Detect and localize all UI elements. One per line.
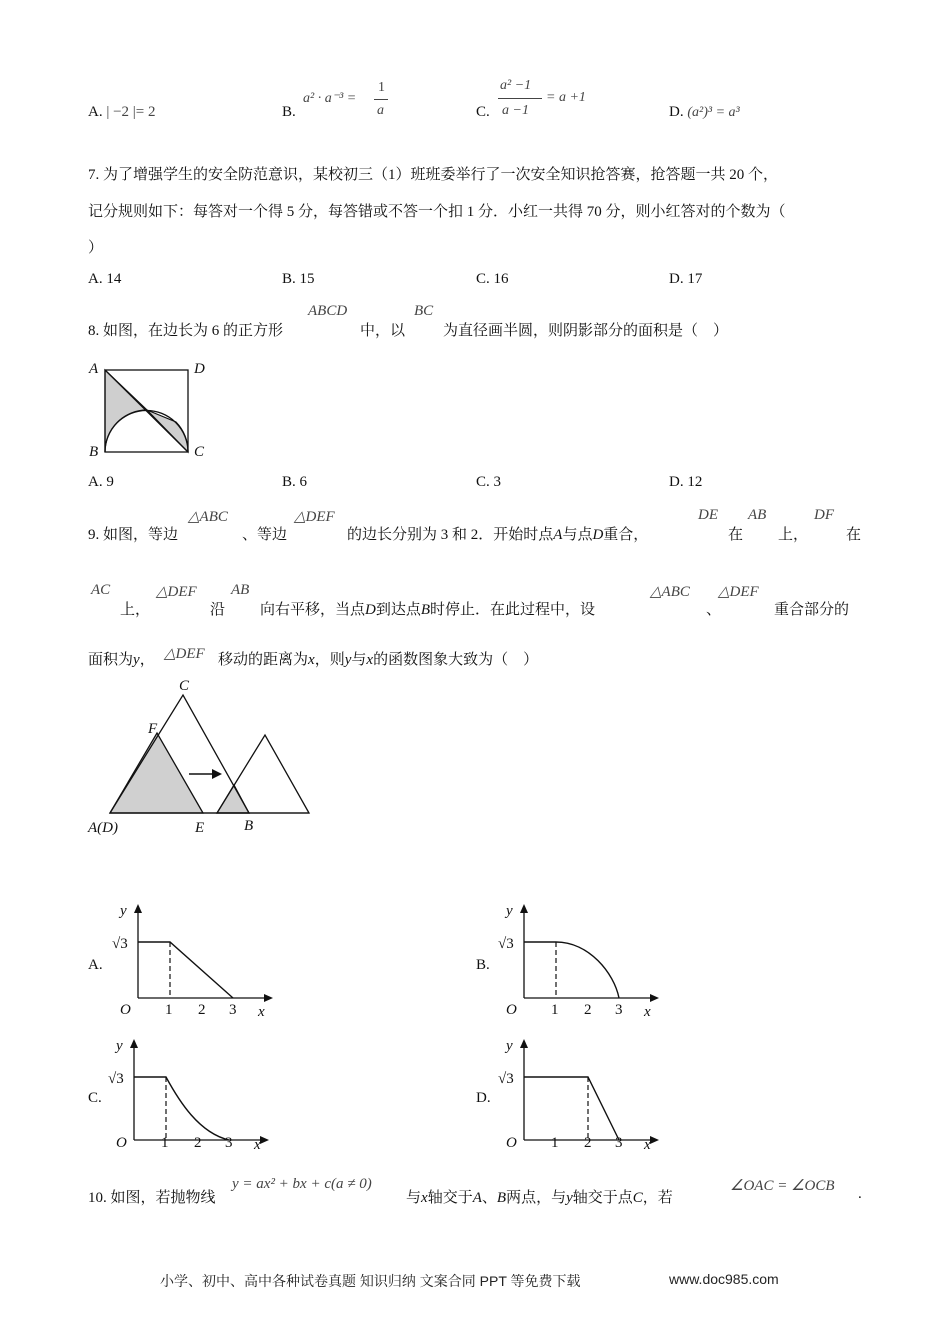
q9-graph-d <box>494 1033 664 1153</box>
x-axis-arrow <box>650 994 659 1002</box>
q7-option-c: C. 16 <box>476 271 509 287</box>
tick-3: 3 <box>615 1002 623 1018</box>
q9-triangles-figure <box>84 675 324 840</box>
q10-mid-text: 与x轴交于A、B两点，与y轴交于点C，若 <box>406 1190 673 1206</box>
q9-graph-b <box>494 898 664 1018</box>
q8-label-a: A <box>89 361 99 377</box>
origin-label: O <box>120 1002 131 1018</box>
q6-option-b-numerator: 1 <box>378 80 385 95</box>
q9-l2-m1: AC <box>91 582 111 598</box>
q6-option-b-fraction-bar <box>374 99 388 100</box>
q6-option-b-denominator: a <box>377 103 384 118</box>
tick-2: 2 <box>194 1135 202 1151</box>
q9-graph-c <box>104 1033 274 1153</box>
q9-l1-m3: DE <box>698 507 718 523</box>
x-label: x <box>644 1004 651 1020</box>
q9-label-f: F <box>148 721 158 737</box>
q6-option-d: D. (a²)³ = a³ <box>669 104 740 120</box>
q8-option-c: C. 3 <box>476 474 502 490</box>
q9-overlap-shaded <box>217 785 249 813</box>
q6-option-c-denominator: a −1 <box>502 103 529 118</box>
q9-graph-label-b: B. <box>476 957 490 973</box>
q7-option-b: B. 15 <box>282 271 315 287</box>
q8-math-abcd: ABCD <box>308 303 348 319</box>
x-axis-arrow <box>264 994 273 1002</box>
q9-l2-a: 上， <box>120 602 151 618</box>
q9-label-ad: A(D) <box>88 820 118 836</box>
q9-l2-c: 向右平移，当点D到达点B时停止．在此过程中，设 <box>260 602 596 618</box>
x-label: x <box>258 1004 265 1020</box>
q9-l1-c: 的边长分别为 3 和 2．开始时点A与点D重合， <box>347 527 649 543</box>
origin-label: O <box>116 1135 127 1151</box>
q9-label-c: C <box>179 678 190 694</box>
sqrt3-label: √3 <box>112 936 128 952</box>
q6-option-b: B. <box>282 104 296 120</box>
q6-option-c-fraction-bar <box>498 98 542 99</box>
q9-l3-m1: △DEF <box>164 646 205 662</box>
q9-l2-f: 、 <box>706 602 722 618</box>
q8-square-figure <box>80 355 220 465</box>
q8-label-c: C <box>194 444 205 460</box>
sqrt3-label: √3 <box>498 1071 514 1087</box>
curve <box>138 942 233 998</box>
q9-l2-m2: △DEF <box>156 584 197 600</box>
y-axis-arrow <box>520 1039 528 1048</box>
q9-l1-f: 在 <box>728 527 744 543</box>
q9-arrow-head <box>212 769 222 779</box>
q7-option-d: D. 17 <box>669 271 703 287</box>
q7-line-2: 记分规则如下：每答对一个得 5 分，每答错或不答一个扣 1 分．小红一共得 70 分，则小红答对的个数为（ <box>88 204 786 220</box>
tick-1: 1 <box>165 1002 173 1018</box>
x-label: x <box>254 1137 261 1153</box>
y-axis-arrow <box>520 904 528 913</box>
tick-1: 1 <box>161 1135 169 1151</box>
q9-l1-h: 在 <box>846 527 862 543</box>
curve <box>524 1077 619 1140</box>
q8-label-b: B <box>89 444 99 460</box>
q7-line-1: 7. 为了增强学生的安全防范意识，某校初三（1）班班委举行了一次安全知识抢答赛，抢答题一共 20 个， <box>88 167 779 183</box>
q6-option-c-rhs: = a +1 <box>546 90 586 105</box>
tick-1: 1 <box>551 1135 559 1151</box>
sqrt3-label: √3 <box>498 936 514 952</box>
q10-prefix: 10. 如图，若抛物线 <box>88 1190 216 1206</box>
x-axis-arrow <box>650 1136 659 1144</box>
q9-l1-b: 、等边 <box>242 527 288 543</box>
q7-line-3: ） <box>88 240 104 256</box>
q8-option-a: A. 9 <box>88 474 114 490</box>
q9-graph-label-c: C. <box>88 1090 102 1106</box>
q8-math-bc: BC <box>414 303 434 319</box>
q9-l3-c: 移动的距离为x，则y与x的函数图象大致为（ ） <box>218 652 539 668</box>
q9-l2-m5: △DEF <box>718 584 759 600</box>
q9-triangle-def-shaded <box>110 733 203 813</box>
q9-l1-m5: DF <box>814 507 834 523</box>
q8-option-d: D. 12 <box>669 474 703 490</box>
q8-option-b: B. 6 <box>282 474 308 490</box>
tick-2: 2 <box>584 1002 592 1018</box>
y-label: y <box>120 903 127 919</box>
q8-text-mid: 中，以 <box>360 323 406 339</box>
y-label: y <box>506 903 513 919</box>
q6-option-a: A. | −2 |= 2 <box>88 104 156 120</box>
q9-graph-label-d: D. <box>476 1090 491 1106</box>
q8-label-d: D <box>194 361 205 377</box>
q9-line-1: 9. 如图，等边 <box>88 527 179 543</box>
q6-option-c-numerator: a² −1 <box>500 78 532 93</box>
q9-label-b: B <box>244 818 254 834</box>
q8-text-prefix: 8. 如图，在边长为 6 的正方形 <box>88 323 284 339</box>
q9-l3-a: 面积为y， <box>88 652 155 668</box>
y-label: y <box>116 1038 123 1054</box>
origin-label: O <box>506 1002 517 1018</box>
q6-option-b-math: a² · a⁻³ = <box>303 91 357 106</box>
x-label: x <box>644 1137 651 1153</box>
q8-text-suffix: 为直径画半圆，则阴影部分的面积是（ ） <box>443 323 729 339</box>
footer-text: 小学、初中、高中各种试卷真题 知识归纳 文案合同 PPT 等免费下载 <box>160 1273 581 1289</box>
tick-3: 3 <box>225 1135 233 1151</box>
q7-option-a: A. 14 <box>88 271 122 287</box>
origin-label: O <box>506 1135 517 1151</box>
tick-2: 2 <box>584 1135 592 1151</box>
curve <box>524 942 619 998</box>
q9-l2-m4: △ABC <box>650 584 690 600</box>
q9-l2-b: 沿 <box>210 602 226 618</box>
tick-3: 3 <box>615 1135 623 1151</box>
q9-l1-m1: △ABC <box>188 509 228 525</box>
q9-l1-m4: AB <box>748 507 767 523</box>
q10-angle-equation: ∠OAC = ∠OCB <box>730 1178 835 1194</box>
y-axis-arrow <box>130 1039 138 1048</box>
q9-label-e: E <box>195 820 205 836</box>
q6-option-c: C. <box>476 104 490 120</box>
q9-l2-g: 重合部分的 <box>774 602 850 618</box>
tick-2: 2 <box>198 1002 206 1018</box>
q9-graph-label-a: A. <box>88 957 103 973</box>
tick-3: 3 <box>229 1002 237 1018</box>
y-axis-arrow <box>134 904 142 913</box>
curve <box>134 1077 229 1140</box>
q9-l1-g: 上， <box>778 527 809 543</box>
q9-l2-m3: AB <box>231 582 250 598</box>
q9-graph-a <box>108 898 278 1018</box>
x-axis-arrow <box>260 1136 269 1144</box>
q10-parabola-equation: y = ax² + bx + c(a ≠ 0) <box>232 1176 372 1192</box>
sqrt3-label: √3 <box>108 1071 124 1087</box>
tick-1: 1 <box>551 1002 559 1018</box>
q10-end: . <box>858 1186 862 1202</box>
q9-l1-m2: △DEF <box>294 509 335 525</box>
footer-url[interactable]: www.doc985.com <box>669 1271 779 1287</box>
y-label: y <box>506 1038 513 1054</box>
